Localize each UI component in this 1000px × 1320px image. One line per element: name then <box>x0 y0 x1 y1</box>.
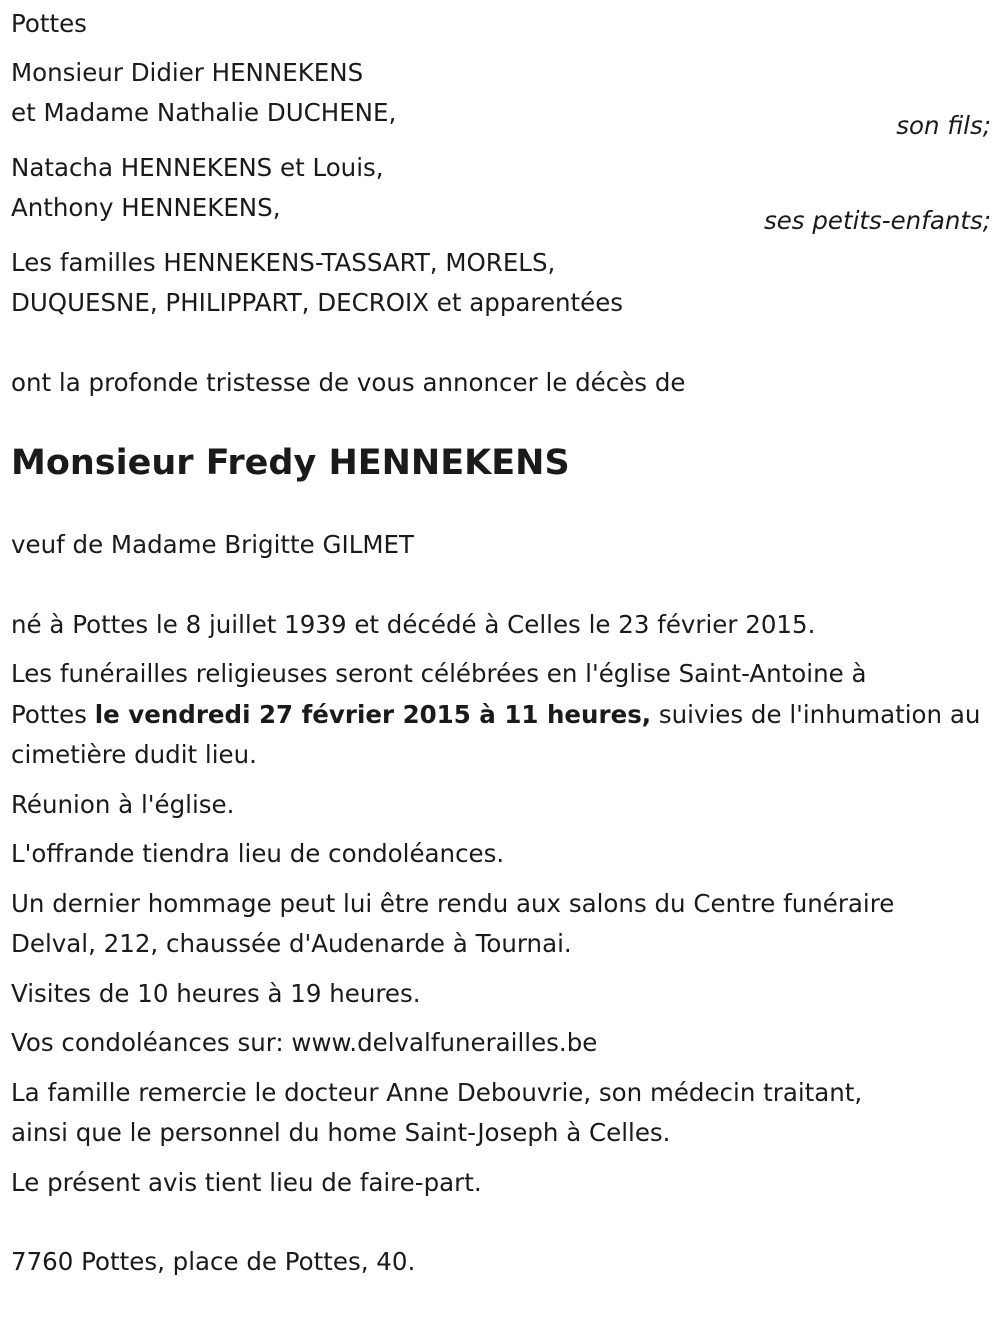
widower-of: veuf de Madame Brigitte GILMET <box>11 530 414 559</box>
funeral-text: Pottes <box>11 699 95 729</box>
family-son <box>11 53 991 142</box>
tribute <box>11 884 991 965</box>
funeral-details <box>11 654 991 776</box>
funeral-date: le vendredi 27 février 2015 à 11 heures, <box>94 699 652 729</box>
location: Pottes <box>11 9 87 38</box>
announcement: ont la profonde tristesse de vous annoncer le décès de <box>11 367 686 397</box>
family-line: DUQUESNE, PHILIPPART, DECROIX et apparentées <box>11 288 624 317</box>
visits: Visites de 10 heures à 19 heures. <box>11 978 421 1008</box>
address: 7760 Pottes, place de Pottes, 40. <box>11 1247 416 1276</box>
offering: L'offrande tiendra lieu de condoléances. <box>11 839 505 868</box>
obituary-notice <box>11 4 991 1283</box>
thanks <box>11 1073 991 1154</box>
family-line: et Madame Nathalie DUCHENE, <box>11 98 397 127</box>
family-line: Monsieur Didier HENNEKENS <box>11 57 364 87</box>
family-grandchildren <box>11 148 991 237</box>
family-line: Anthony HENNEKENS, <box>11 193 281 222</box>
family-relatives <box>11 243 991 324</box>
family-role: son fils; <box>896 110 991 140</box>
funeral-line: Les funérailles religieuses seront célébrées en l'église Saint-Antoine à <box>11 659 867 688</box>
funeral-line: cimetière dudit lieu. <box>11 740 257 769</box>
tribute-line: Un dernier hommage peut lui être rendu aux salons du Centre funéraire <box>11 888 895 918</box>
thanks-line: ainsi que le personnel du home Saint-Joseph à Celles. <box>11 1118 671 1147</box>
funeral-text: suivies de l'inhumation au <box>651 699 981 729</box>
notice: Le présent avis tient lieu de faire-part. <box>11 1167 482 1197</box>
deceased-name: Monsieur Fredy HENNEKENS <box>11 443 570 483</box>
thanks-line: La famille remercie le docteur Anne Debouvrie, son médecin traitant, <box>11 1077 863 1107</box>
birth-death: né à Pottes le 8 juillet 1939 et décédé à Celles le 23 février 2015. <box>11 609 816 639</box>
meeting: Réunion à l'église. <box>11 789 235 819</box>
funeral-line <box>11 695 991 736</box>
tribute-line: Delval, 212, chaussée d'Audenarde à Tournai. <box>11 929 572 958</box>
family-role: ses petits-enfants; <box>763 205 991 235</box>
condolences: Vos condoléances sur: www.delvalfunerailles.be <box>11 1028 598 1057</box>
family-line: Les familles HENNEKENS-TASSART, MORELS, <box>11 247 556 277</box>
family-line: Natacha HENNEKENS et Louis, <box>11 152 384 182</box>
